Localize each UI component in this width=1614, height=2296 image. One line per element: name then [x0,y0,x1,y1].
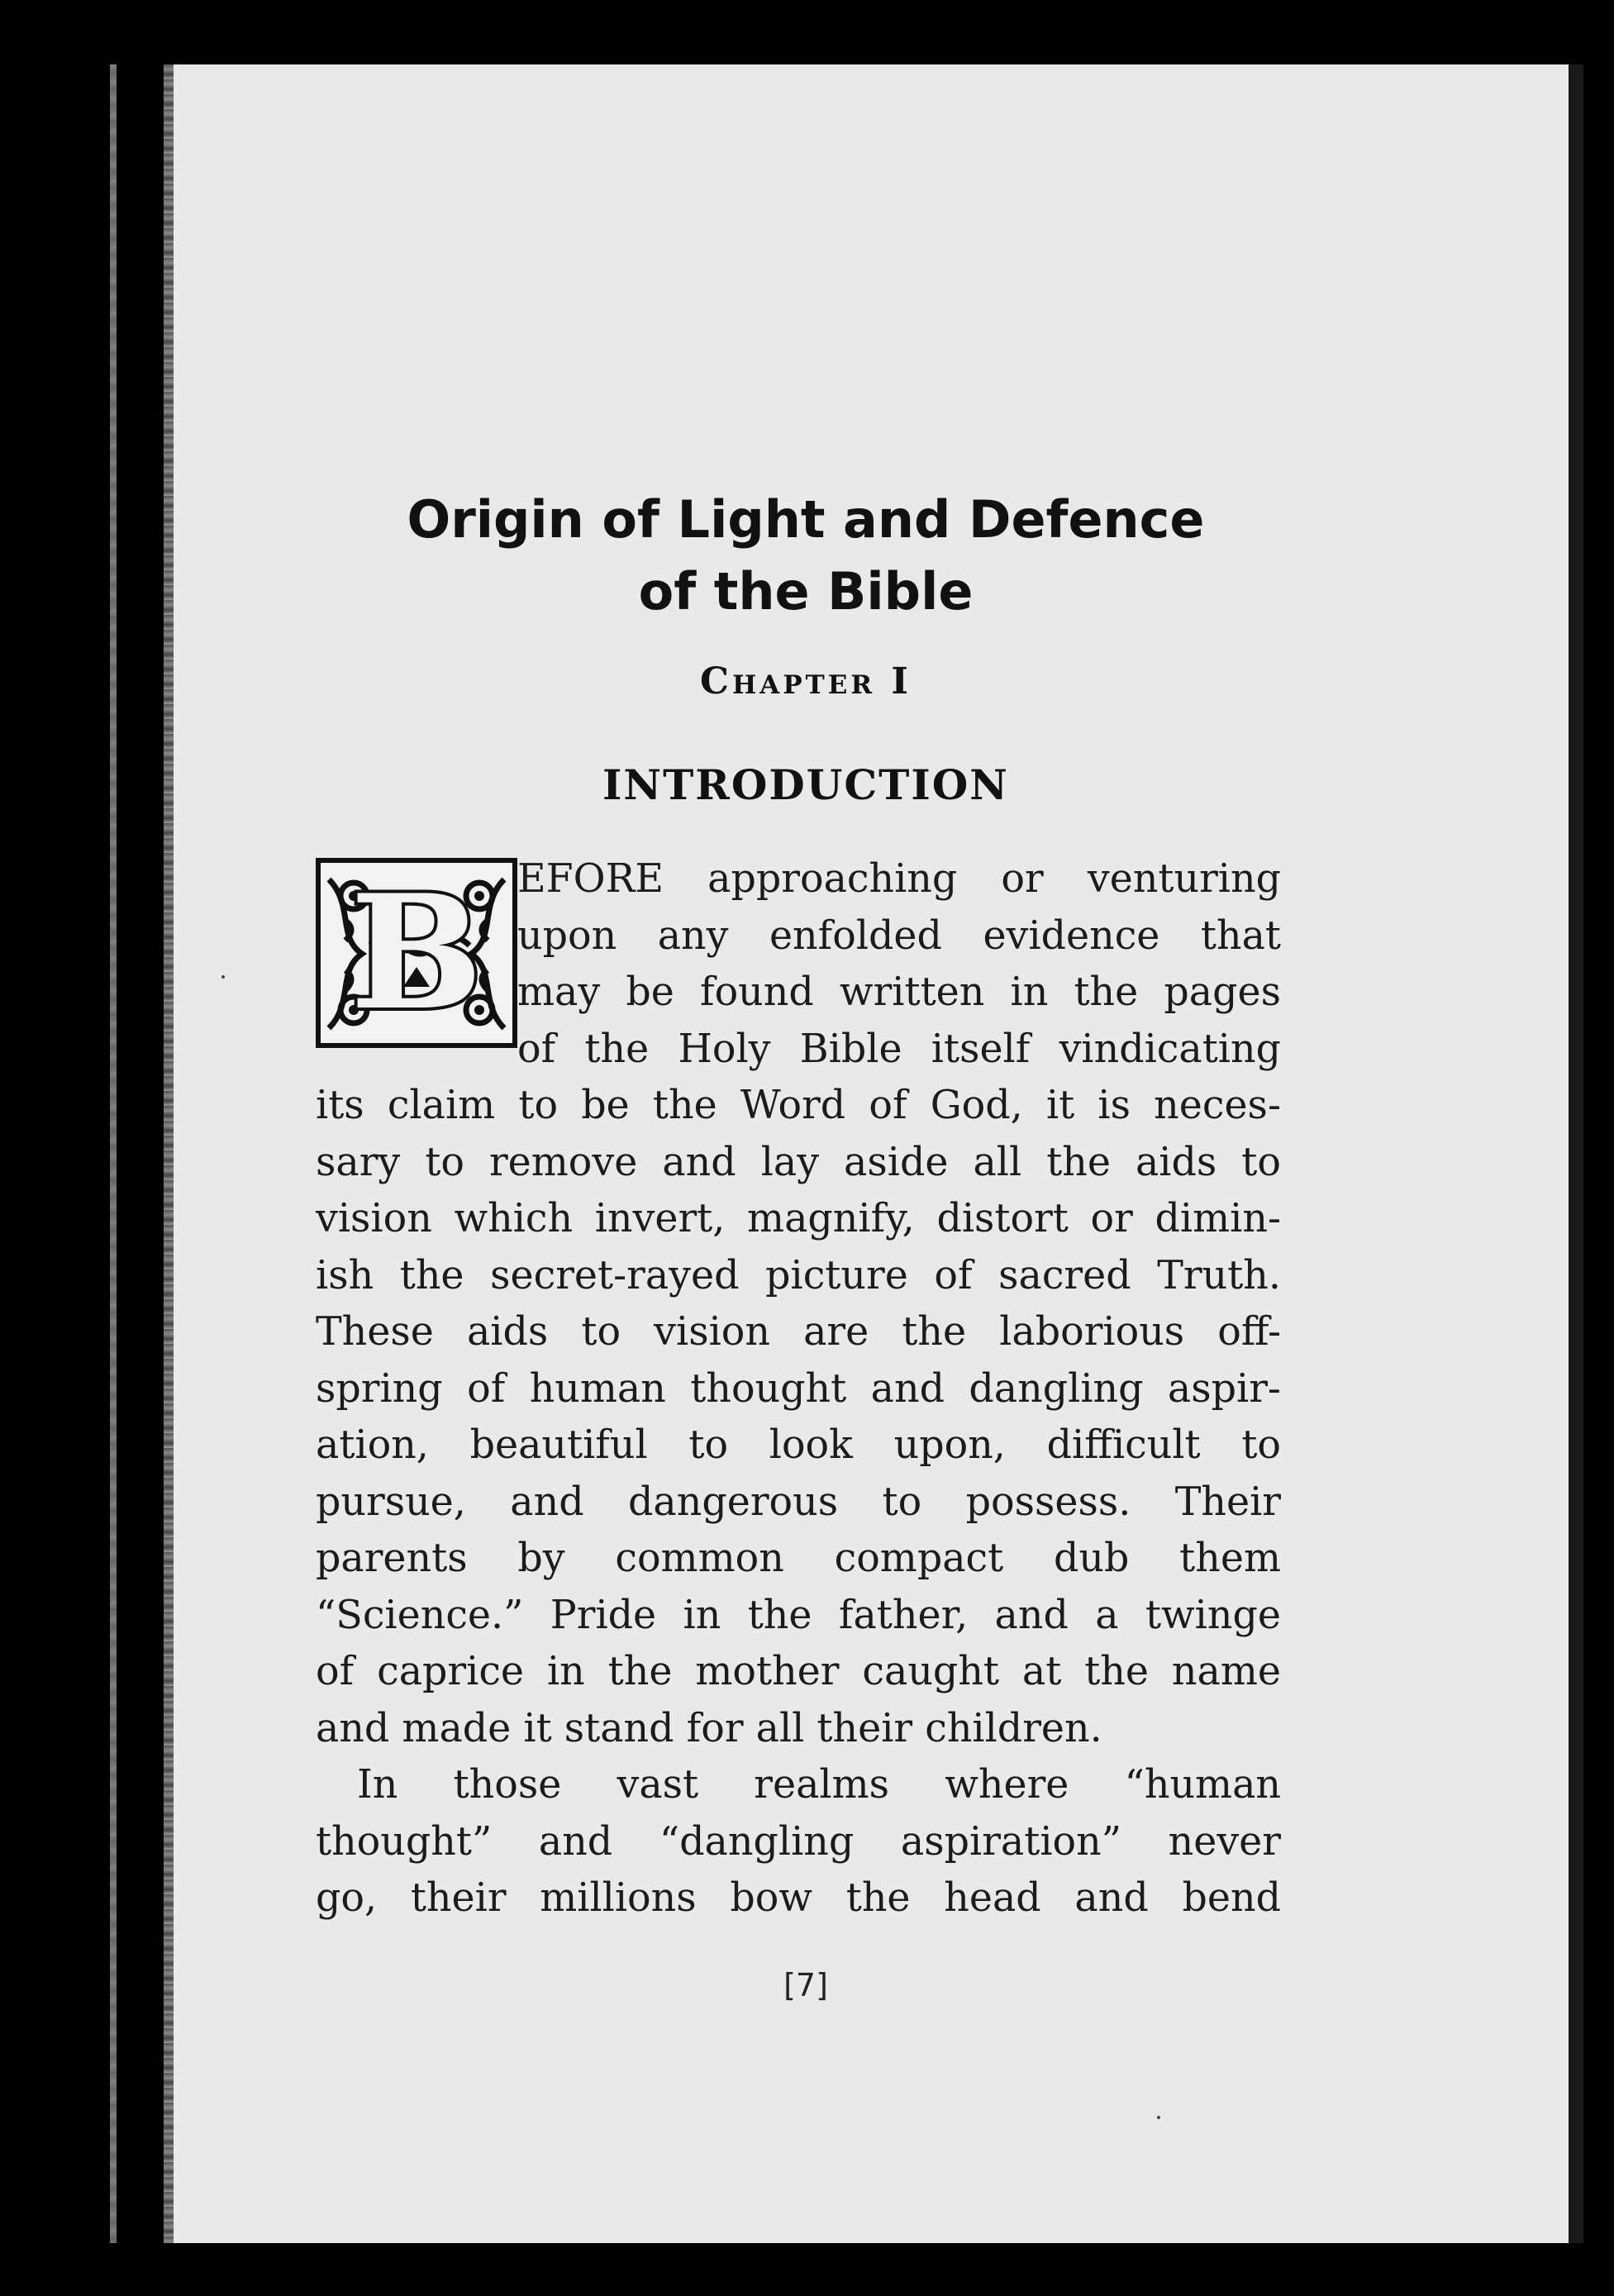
text-line: of caprice in the mother caught at the name [316,1649,1281,1694]
book-title [248,483,1364,627]
text-line: In those vast realms where “human [357,1762,1281,1808]
text-line: of the Holy Bible itself vindicating [517,1026,1281,1072]
text-line: “Science.” Pride in the father, and a twinge [316,1592,1281,1638]
text-line: go, their millions bow the head and bend [316,1875,1281,1921]
text-line: and made it stand for all their children. [316,1705,1102,1751]
text-line: spring of human thought and dangling aspir- [316,1365,1281,1412]
text-line: may be found written in the pages [517,969,1281,1015]
section-heading: INTRODUCTION [602,760,1010,809]
text-line: These aids to vision are the laborious off- [316,1309,1281,1355]
stray-mark [1157,2116,1160,2119]
text-line: parents by common compact dub them [316,1536,1281,1581]
page-crease [110,64,117,2243]
text-line: ish the secret-rayed picture of sacred Truth. [316,1252,1281,1298]
page-binding-edge [164,64,174,2243]
text-line: vision which invert, magnify, distort or dimin- [316,1196,1281,1241]
text-line: sary to remove and lay aside all the aids to [316,1139,1281,1185]
title-line: Origin of Light and Defence [407,489,1205,550]
drop-cap-letter: B [350,860,483,1045]
text-line: its claim to be the Word of God, it is neces- [316,1083,1281,1128]
text-line: upon any enfolded evidence that [517,912,1281,959]
text-line: pursue, and dangerous to possess. Their [316,1479,1281,1525]
text-line: thought” and “dangling aspiration” never [316,1818,1281,1865]
title-line: of the Bible [638,561,974,622]
text-line: ation, beautiful to look upon, difficult to [316,1422,1281,1468]
stray-mark [221,975,225,979]
chapter-heading: Chapter I [699,660,912,703]
text-line: EFORE approaching or venturing [517,856,1281,902]
page-number: [7] [783,1967,828,2003]
page-edge-shadow [1569,64,1583,2243]
paragraph [316,1757,1281,1927]
